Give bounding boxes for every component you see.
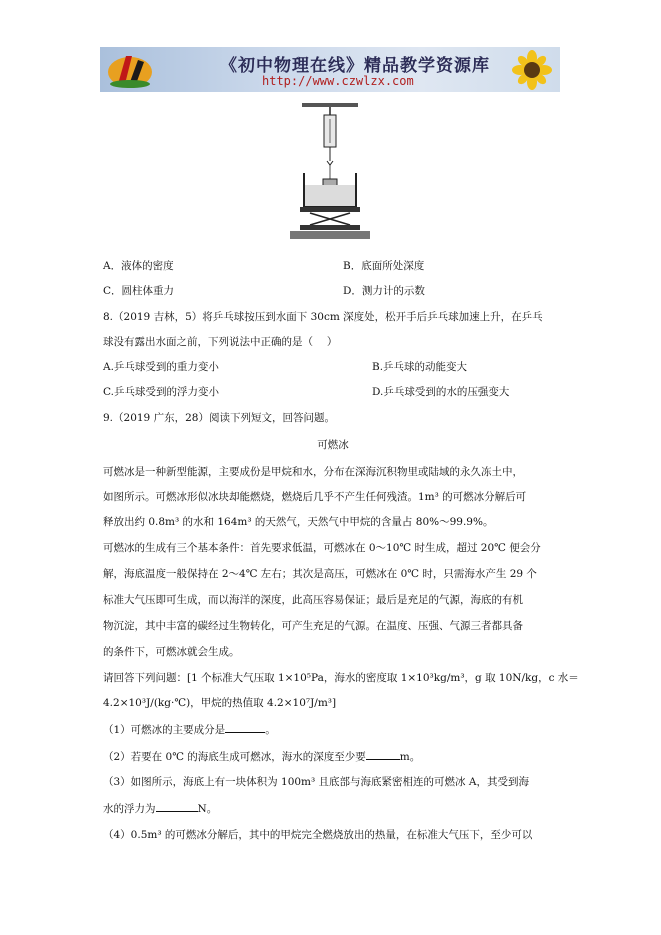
q9-intro: 9.（2019 广东，28）阅读下列短文，回答问题。 — [103, 412, 335, 424]
article-title: 可燃冰 — [317, 439, 349, 451]
q8-option-d: D.乒乓球受到的水的压强变大 — [372, 386, 510, 398]
article-p1-line3: 释放出约 0.8m³ 的水和 164m³ 的天然气，天然气中甲烷的含量占 80%～99.9%。 — [103, 516, 494, 528]
given-data-line1: 请回答下列问题：[1 个标准大气压取 1×10⁵Pa，海水的密度取 1×10³kg/m³，g 取 10N/kg，c 水＝ — [103, 672, 579, 684]
article-p2-line2: 解，海底温度一般保持在 2～4℃ 左右；其次是高压，可燃冰在 0℃ 时，只需海水产生 29 个 — [103, 568, 537, 580]
article-p2-line5: 的条件下，可燃冰就会生成。 — [103, 646, 240, 658]
sub-question-1: （1）可燃冰的主要成分是 。 — [103, 721, 276, 738]
article-p2-line4: 物沉淀，其中丰富的碳经过生物转化，可产生充足的气源。在温度、压强、气源三者都具备 — [103, 620, 523, 632]
banner-title: 《初中物理在线》精品教学资源库 — [220, 56, 490, 76]
q7-option-b: B．底面所处深度 — [343, 260, 425, 272]
q7-option-d: D．测力计的示数 — [343, 285, 425, 297]
q8-option-a: A.乒乓球受到的重力变小 — [103, 361, 219, 373]
answer-blank-1[interactable] — [225, 721, 265, 733]
sunflower-icon — [502, 50, 554, 90]
answer-blank-2[interactable] — [366, 748, 400, 760]
sub-question-3-line2: 水的浮力为 N。 — [103, 800, 217, 817]
article-p1-line1: 可燃冰是一种新型能源，主要成份是甲烷和水，分布在深海沉积物里或陆域的永久冻土中， — [103, 466, 523, 478]
answer-blank-3[interactable] — [156, 800, 198, 812]
article-p1-line2: 如图所示。可燃冰形似冰块却能燃烧，燃烧后几乎不产生任何残渣。1m³ 的可燃冰分解后可 — [103, 491, 527, 503]
article-p2-line1: 可燃冰的生成有三个基本条件：首先要求低温，可燃冰在 0～10℃ 时生成，超过 20℃ 便会分 — [103, 542, 541, 554]
given-data-line2: 4.2×10³J/(kg·℃)，甲烷的热值取 4.2×10⁷J/m³] — [103, 697, 337, 709]
logo-icon — [104, 50, 156, 90]
header-banner — [100, 47, 560, 92]
q8-stem-line2: 球没有露出水面之前，下列说法中正确的是（ ） — [103, 336, 338, 348]
spring-scale-beaker-apparatus — [290, 103, 370, 241]
q8-option-c: C.乒乓球受到的浮力变小 — [103, 386, 219, 398]
q8-option-b: B.乒乓球的动能变大 — [372, 361, 468, 373]
sub-question-3-line1: （3）如图所示，海底上有一块体积为 100m³ 且底部与海底紧密相连的可燃冰 A，其受到海 — [103, 776, 529, 788]
sub-question-2: （2）若要在 0℃ 的海底生成可燃冰，海水的深度至少要 m。 — [103, 748, 420, 765]
sub-question-4-line1: （4）0.5m³ 的可燃冰分解后，其中的甲烷完全燃烧放出的热量，在标准大气压下，至少可以 — [103, 829, 533, 841]
q8-stem-line1: 8.（2019 吉林，5）将乒乓球按压到水面下 30cm 深度处，松开手后乒乓球加速上升，在乒乓 — [103, 311, 543, 323]
banner-url[interactable]: http://www.czwlzx.com — [262, 74, 414, 88]
article-p2-line3: 标准大气压即可生成，而以海洋的深度，此高压容易保证；最后是充足的气源，海底的有机 — [103, 594, 523, 606]
q7-option-a: A．液体的密度 — [103, 260, 174, 272]
q7-option-c: C．圆柱体重力 — [103, 285, 175, 297]
